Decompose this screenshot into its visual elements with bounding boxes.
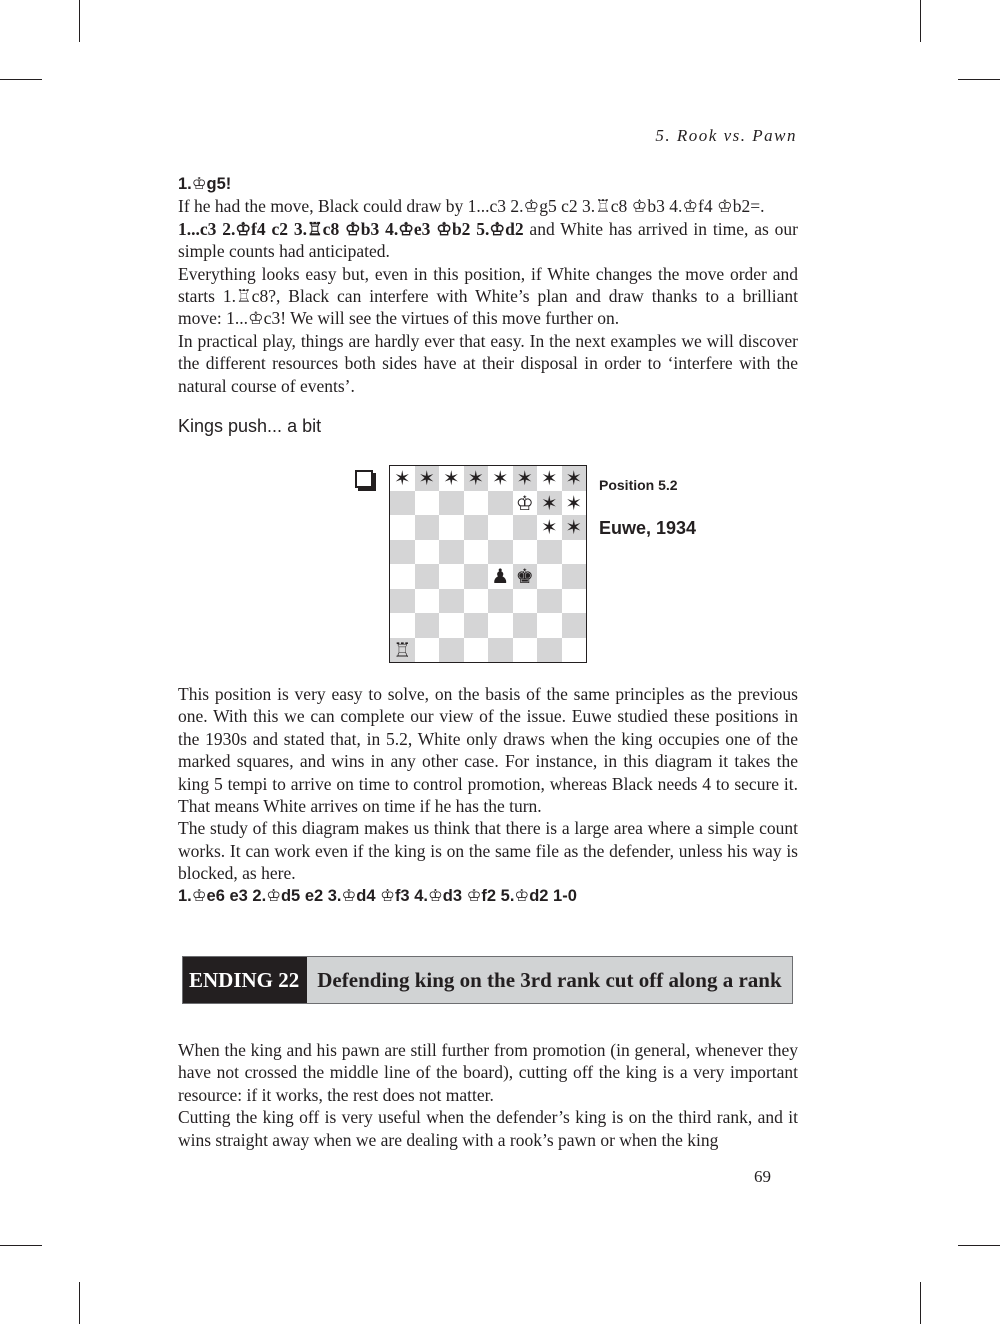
board-square <box>513 638 538 663</box>
board-square <box>390 589 415 614</box>
board-square <box>513 540 538 565</box>
board-square <box>562 638 587 663</box>
board-square <box>464 491 489 516</box>
board-square <box>464 613 489 638</box>
board-square-piece: ♚ <box>513 564 538 589</box>
board-square-piece: ✶ <box>390 466 415 491</box>
move-line: 1.♔e6 e3 2.♔d5 e2 3.♔d4 ♔f3 4.♔d3 ♔f2 5.♔d2 1-0 <box>178 886 577 905</box>
ending-number: ENDING 22 <box>183 957 307 1003</box>
board-square <box>415 515 440 540</box>
running-header: 5. Rook vs. Pawn <box>655 126 797 145</box>
board-square <box>562 589 587 614</box>
board-square-piece: ✶ <box>537 491 562 516</box>
ending-title: Defending king on the 3rd rank cut off along a rank <box>317 967 782 992</box>
board-square-piece: ✶ <box>488 466 513 491</box>
paragraph: Everything looks easy but, even in this position, if White changes the move order and starts 1.♖c8?, Black can interfere with White’s plan and draw thanks to a brilliant move: 1...♔c3! We will see the virtues of this move further on. <box>178 263 798 329</box>
board-square <box>513 515 538 540</box>
board-square-piece: ✶ <box>562 515 587 540</box>
paragraph: When the king and his pawn are still further from promotion (in general, whenever they have not crossed the middle line of the board), cutting off the king is a very important resource: if it works, the rest does not matter. <box>178 1040 798 1105</box>
board-square-piece: ✶ <box>537 515 562 540</box>
board-square <box>390 564 415 589</box>
board-square <box>488 613 513 638</box>
board-square <box>464 540 489 565</box>
position-title: Euwe, 1934 <box>599 518 697 538</box>
board-square <box>464 589 489 614</box>
crop-mark <box>0 1245 42 1246</box>
board-square <box>513 589 538 614</box>
board-square <box>439 540 464 565</box>
board-square <box>488 589 513 614</box>
board-square <box>415 589 440 614</box>
bottom-text-block <box>178 1039 798 1151</box>
paragraph-rest: and White has arrived in time, as our simple counts had anticipated. <box>178 218 798 262</box>
paragraph: In practical play, things are hardly ever that easy. In the next examples we will discover the different resources both sides have at their disposal in order to ‘interfere with the natural course of events’. <box>178 330 798 396</box>
checkbox-icon <box>355 470 373 488</box>
paragraph <box>178 218 798 263</box>
board-square <box>464 564 489 589</box>
board-square <box>439 638 464 663</box>
board-square <box>537 540 562 565</box>
chess-board <box>389 465 587 663</box>
board-square-piece: ♖ <box>390 638 415 663</box>
board-square <box>537 638 562 663</box>
board-square <box>464 638 489 663</box>
board-square <box>390 491 415 516</box>
board-square <box>488 491 513 516</box>
board-square <box>562 564 587 589</box>
crop-mark <box>920 0 921 42</box>
board-square <box>537 589 562 614</box>
board-square-piece: ✶ <box>537 466 562 491</box>
paragraph: This position is very easy to solve, on the basis of the same principles as the previous one. With this we can complete our view of the issue. Euwe studied these positions in the 1930s and stated that, in 5.2, White only draws when the king occupies one of the marked squares, and wins in any other case. For instance, in this diagram it takes the king 5 tempi to arrive on time to control promotion, whereas Black needs 4 to secure it. That means White arrives on time if he has the turn. <box>178 684 798 817</box>
crop-mark <box>0 79 42 80</box>
board-square-piece: ♔ <box>513 491 538 516</box>
crop-mark <box>79 1282 80 1324</box>
board-square <box>415 613 440 638</box>
paragraph: If he had the move, Black could draw by 1...c3 2.♔g5 c2 3.♖c8 ♔b3 4.♔f4 ♔b2=. <box>178 196 765 217</box>
position-label: Position 5.2 <box>599 477 678 493</box>
board-square-piece: ✶ <box>562 491 587 516</box>
board-square-piece: ♟ <box>488 564 513 589</box>
board-square <box>415 491 440 516</box>
board-square <box>439 564 464 589</box>
board-square <box>390 515 415 540</box>
board-square <box>415 564 440 589</box>
ending-banner <box>182 956 793 1004</box>
board-square <box>562 613 587 638</box>
move-sequence: 1...c3 2.♔f4 c2 3.♖c8 ♔b3 4.♔e3 ♔b2 5.♔d2 <box>178 218 524 239</box>
board-square-piece: ✶ <box>464 466 489 491</box>
board-square-piece: ✶ <box>415 466 440 491</box>
board-square <box>488 638 513 663</box>
board-square <box>415 540 440 565</box>
top-text-block <box>178 173 798 397</box>
board-square <box>439 491 464 516</box>
board-square-piece: ✶ <box>562 466 587 491</box>
section-heading: Kings push... a bit <box>178 416 322 436</box>
crop-mark <box>958 79 1000 80</box>
board-square <box>390 540 415 565</box>
crop-mark <box>920 1282 921 1324</box>
page-number: 69 <box>754 1167 771 1186</box>
board-square <box>488 540 513 565</box>
board-square <box>439 515 464 540</box>
board-square <box>439 589 464 614</box>
board-square <box>537 564 562 589</box>
paragraph: The study of this diagram makes us think that there is a large area where a simple count works. It can work even if the king is on the same file as the defender, unless his way is blocked, as here. <box>178 818 798 884</box>
board-square-piece: ✶ <box>439 466 464 491</box>
board-square <box>464 515 489 540</box>
board-square <box>537 613 562 638</box>
board-square <box>513 613 538 638</box>
crop-mark <box>79 0 80 42</box>
board-square <box>439 613 464 638</box>
paragraph: Cutting the king off is very useful when the defender’s king is on the third rank, and it wins straight away when we are dealing with a rook’s pawn or when the king <box>178 1107 798 1150</box>
middle-text-block <box>178 683 798 907</box>
crop-mark <box>958 1245 1000 1246</box>
board-square-piece: ✶ <box>513 466 538 491</box>
board-square <box>390 613 415 638</box>
board-square <box>488 515 513 540</box>
move-line: 1.♔g5! <box>178 175 232 193</box>
board-square <box>415 638 440 663</box>
board-square <box>562 540 587 565</box>
